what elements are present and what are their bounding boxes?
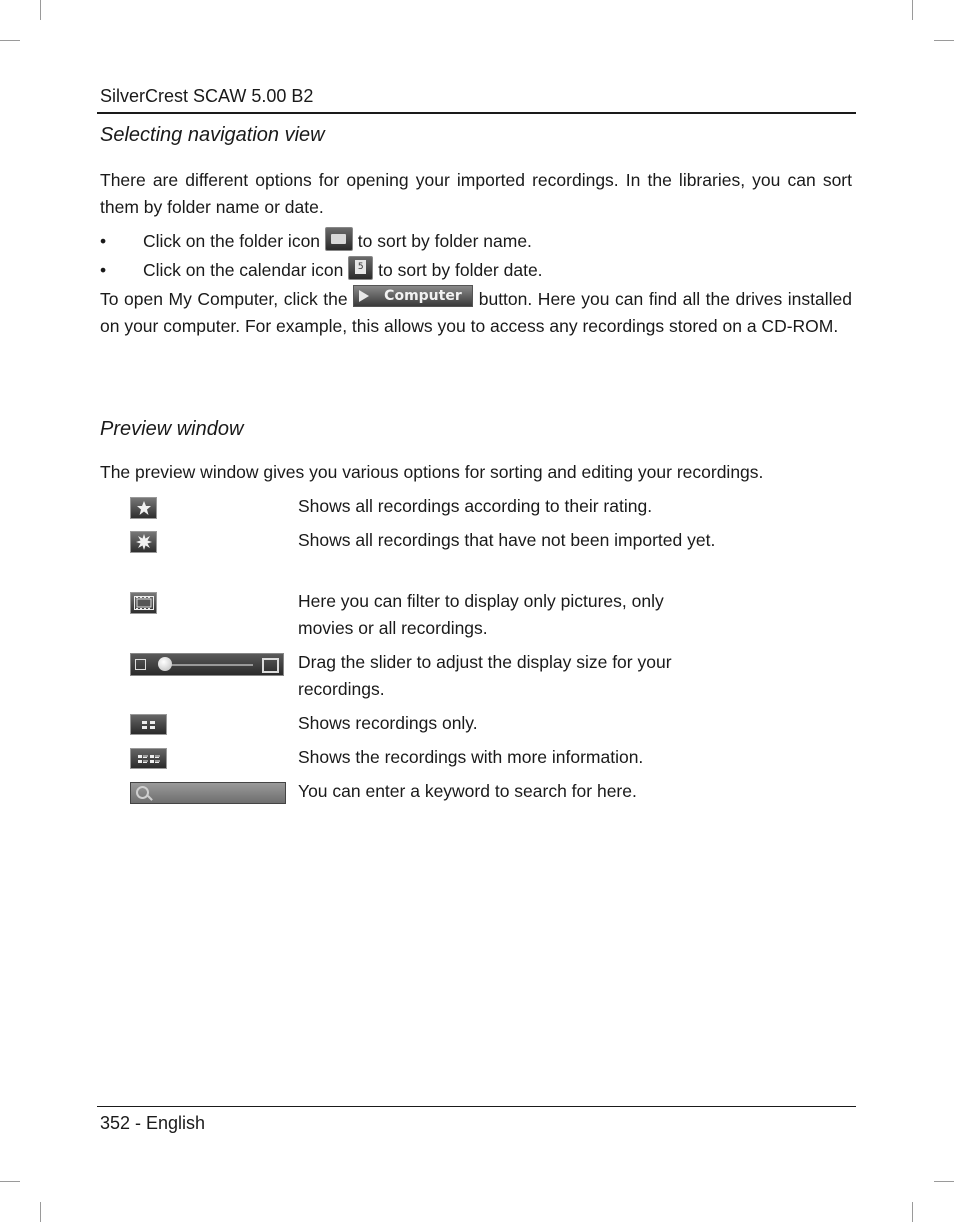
crop-mark <box>912 0 913 20</box>
new-burst-icon[interactable] <box>130 531 157 553</box>
bullet-folder-after: to sort by folder name. <box>357 231 532 251</box>
crop-mark <box>40 1202 41 1222</box>
crop-mark <box>934 40 954 41</box>
slider-track <box>159 664 253 666</box>
detail-view-row-text: Shows the recordings with more information. <box>298 747 644 767</box>
grid-view-icon[interactable] <box>130 714 167 735</box>
page-header: SilverCrest SCAW 5.00 B2 <box>100 86 314 106</box>
crop-mark <box>934 1181 954 1182</box>
computer-para-before: To open My Computer, click the <box>100 289 348 309</box>
calendar-icon[interactable] <box>348 256 373 280</box>
section-heading-navigation: Selecting navigation view <box>100 124 325 146</box>
bullet-dot: • <box>100 260 107 280</box>
size-slider-icon[interactable] <box>130 653 284 676</box>
bullet-dot: • <box>100 231 107 251</box>
folder-icon[interactable] <box>325 227 353 251</box>
footer-rule <box>97 1106 856 1107</box>
star-icon[interactable] <box>130 497 157 519</box>
preview-intro: The preview window gives you various options for sorting and editing your recordings. <box>100 462 764 482</box>
computer-paragraph <box>100 286 852 340</box>
film-filter-icon[interactable] <box>130 592 157 614</box>
crop-mark <box>0 40 20 41</box>
page-footer: 352 - English <box>100 1113 206 1133</box>
grid-view-row-text: Shows recordings only. <box>298 713 478 733</box>
crop-mark <box>0 1181 20 1182</box>
computer-button[interactable] <box>353 285 473 307</box>
large-size-icon <box>262 658 279 673</box>
bullet-calendar-after: to sort by folder date. <box>378 260 543 280</box>
header-rule <box>97 112 856 114</box>
bullet-calendar-before: Click on the calendar icon <box>143 260 344 280</box>
slider-row-text: Drag the slider to adjust the display size for your recordings. <box>298 652 672 699</box>
crop-mark <box>40 0 41 20</box>
slider-knob[interactable] <box>158 657 172 671</box>
search-icon <box>136 786 149 799</box>
rating-row-text: Shows all recordings according to their rating. <box>298 496 653 516</box>
section-heading-preview: Preview window <box>100 418 244 440</box>
navigation-intro: There are different options for opening your imported recordings. In the libraries, you can sort them by folder name or date. <box>100 170 852 217</box>
computer-button-label: Computer <box>384 288 462 305</box>
search-field-icon[interactable] <box>130 782 286 804</box>
not-imported-row-text: Shows all recordings that have not been imported yet. <box>298 530 716 550</box>
detail-view-icon[interactable] <box>130 748 167 769</box>
small-size-icon <box>135 659 146 670</box>
play-arrow-icon <box>359 290 369 302</box>
search-row-text: You can enter a keyword to search for here. <box>298 781 637 801</box>
bullet-folder-before: Click on the folder icon <box>143 231 321 251</box>
computer-para-after: button. Here you can find all the drives installed on your computer. For example, this allows you to access any recordings stored on a CD-ROM. <box>100 289 852 336</box>
filter-row-text: Here you can filter to display only pictures, only movies or all recordings. <box>298 591 664 638</box>
crop-mark <box>912 1202 913 1222</box>
